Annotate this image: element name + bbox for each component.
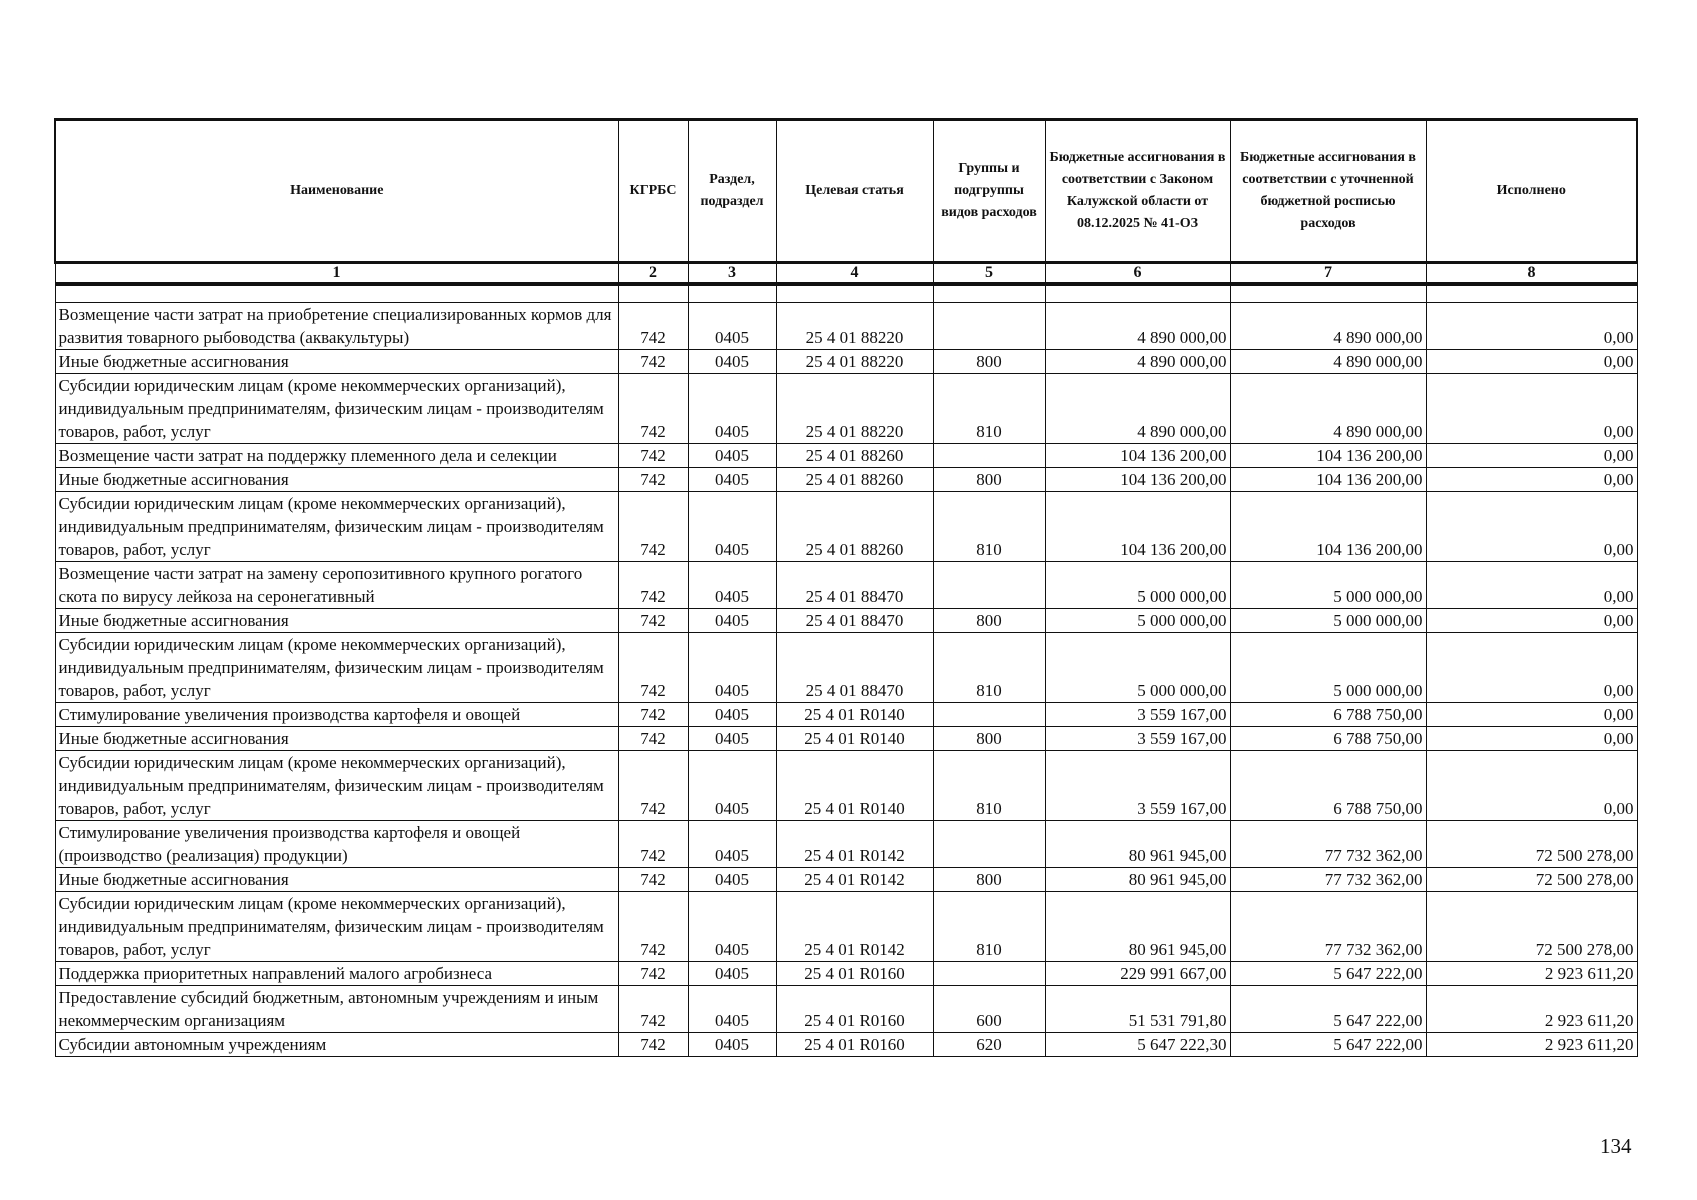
cell-name: Субсидии юридическим лицам (кроме некоммерческих организаций), индивидуальным предпринимателям, физическим лицам - производителям товаров, работ, услуг: [55, 633, 618, 703]
cell-law-allocation: 3 559 167,00: [1045, 727, 1230, 751]
cell-target-article: 25 4 01 R0140: [776, 751, 933, 821]
page-number: 134: [1600, 1134, 1632, 1158]
cell-kgrbs: 742: [618, 962, 688, 986]
cell-name: Иные бюджетные ассигнования: [55, 468, 618, 492]
cell-law-allocation: 80 961 945,00: [1045, 892, 1230, 962]
cell-kgrbs: 742: [618, 727, 688, 751]
cell-kgrbs: 742: [618, 350, 688, 374]
cell-kgrbs: 742: [618, 609, 688, 633]
cell-name: Субсидии юридическим лицам (кроме некоммерческих организаций), индивидуальным предпринимателям, физическим лицам - производителям товаров, работ, услуг: [55, 892, 618, 962]
cell-name: Поддержка приоритетных направлений малого агробизнеса: [55, 962, 618, 986]
cell-expense-type: 810: [933, 492, 1045, 562]
table-row: [55, 633, 1637, 703]
table-row: [55, 468, 1637, 492]
table-row: [55, 492, 1637, 562]
cell-name: Иные бюджетные ассигнования: [55, 350, 618, 374]
table-row: [55, 609, 1637, 633]
cell-law-allocation: 5 000 000,00: [1045, 562, 1230, 609]
column-number: 4: [776, 263, 933, 285]
cell-kgrbs: 742: [618, 303, 688, 350]
cell-section: 0405: [688, 350, 776, 374]
table-row: [55, 727, 1637, 751]
cell-executed: 2 923 611,20: [1426, 1033, 1637, 1057]
table-row: [55, 374, 1637, 444]
cell-target-article: 25 4 01 R0142: [776, 868, 933, 892]
cell-expense-type: [933, 444, 1045, 468]
cell-name: Стимулирование увеличения производства картофеля и овощей: [55, 703, 618, 727]
spacer-row: [55, 284, 1637, 303]
cell-kgrbs: 742: [618, 1033, 688, 1057]
cell-kgrbs: 742: [618, 892, 688, 962]
cell-name: Иные бюджетные ассигнования: [55, 609, 618, 633]
column-header-name: Наименование: [55, 120, 618, 263]
cell-law-allocation: 80 961 945,00: [1045, 868, 1230, 892]
cell-kgrbs: 742: [618, 703, 688, 727]
cell-executed: 0,00: [1426, 492, 1637, 562]
cell-executed: 0,00: [1426, 374, 1637, 444]
cell-refined-allocation: 4 890 000,00: [1230, 350, 1426, 374]
cell-target-article: 25 4 01 R0160: [776, 1033, 933, 1057]
cell-refined-allocation: 6 788 750,00: [1230, 751, 1426, 821]
cell-refined-allocation: 4 890 000,00: [1230, 303, 1426, 350]
cell-refined-allocation: 5 647 222,00: [1230, 1033, 1426, 1057]
cell-section: 0405: [688, 633, 776, 703]
cell-refined-allocation: 5 000 000,00: [1230, 562, 1426, 609]
cell-refined-allocation: 4 890 000,00: [1230, 374, 1426, 444]
column-number: 2: [618, 263, 688, 285]
cell-executed: 0,00: [1426, 727, 1637, 751]
cell-law-allocation: 5 647 222,30: [1045, 1033, 1230, 1057]
budget-table: [54, 118, 1638, 1057]
cell-section: 0405: [688, 986, 776, 1033]
cell-section: 0405: [688, 609, 776, 633]
cell-kgrbs: 742: [618, 633, 688, 703]
cell-target-article: 25 4 01 88260: [776, 492, 933, 562]
cell-target-article: 25 4 01 R0160: [776, 986, 933, 1033]
column-number: 7: [1230, 263, 1426, 285]
cell-refined-allocation: 77 732 362,00: [1230, 821, 1426, 868]
cell-executed: 0,00: [1426, 350, 1637, 374]
cell-executed: 0,00: [1426, 303, 1637, 350]
cell-expense-type: 620: [933, 1033, 1045, 1057]
cell-target-article: 25 4 01 88220: [776, 303, 933, 350]
cell-refined-allocation: 5 000 000,00: [1230, 609, 1426, 633]
cell-section: 0405: [688, 868, 776, 892]
cell-expense-type: 800: [933, 468, 1045, 492]
cell-law-allocation: 3 559 167,00: [1045, 751, 1230, 821]
table-row: [55, 562, 1637, 609]
cell-section: 0405: [688, 751, 776, 821]
cell-kgrbs: 742: [618, 468, 688, 492]
cell-law-allocation: 104 136 200,00: [1045, 468, 1230, 492]
cell-executed: 0,00: [1426, 633, 1637, 703]
cell-target-article: 25 4 01 R0142: [776, 892, 933, 962]
cell-expense-type: [933, 303, 1045, 350]
cell-expense-type: 810: [933, 374, 1045, 444]
cell-executed: 72 500 278,00: [1426, 892, 1637, 962]
cell-refined-allocation: 104 136 200,00: [1230, 468, 1426, 492]
column-number: 8: [1426, 263, 1637, 285]
cell-kgrbs: 742: [618, 374, 688, 444]
cell-refined-allocation: 6 788 750,00: [1230, 727, 1426, 751]
cell-kgrbs: 742: [618, 562, 688, 609]
cell-target-article: 25 4 01 88260: [776, 444, 933, 468]
cell-executed: 0,00: [1426, 562, 1637, 609]
cell-target-article: 25 4 01 R0160: [776, 962, 933, 986]
cell-refined-allocation: 5 647 222,00: [1230, 986, 1426, 1033]
table-row: [55, 751, 1637, 821]
cell-target-article: 25 4 01 R0140: [776, 703, 933, 727]
cell-section: 0405: [688, 468, 776, 492]
cell-executed: 0,00: [1426, 751, 1637, 821]
cell-target-article: 25 4 01 88470: [776, 562, 933, 609]
cell-expense-type: [933, 962, 1045, 986]
cell-kgrbs: 742: [618, 986, 688, 1033]
cell-name: Стимулирование увеличения производства картофеля и овощей (производство (реализация) продукции): [55, 821, 618, 868]
cell-expense-type: 800: [933, 609, 1045, 633]
cell-law-allocation: 3 559 167,00: [1045, 703, 1230, 727]
table-row: [55, 868, 1637, 892]
cell-law-allocation: 5 000 000,00: [1045, 633, 1230, 703]
cell-target-article: 25 4 01 88470: [776, 609, 933, 633]
cell-expense-type: [933, 703, 1045, 727]
cell-executed: 2 923 611,20: [1426, 962, 1637, 986]
table-row: [55, 303, 1637, 350]
cell-law-allocation: 80 961 945,00: [1045, 821, 1230, 868]
cell-expense-type: 800: [933, 727, 1045, 751]
cell-refined-allocation: 5 647 222,00: [1230, 962, 1426, 986]
cell-target-article: 25 4 01 R0140: [776, 727, 933, 751]
cell-refined-allocation: 6 788 750,00: [1230, 703, 1426, 727]
column-header-executed: Исполнено: [1426, 120, 1637, 263]
cell-name: Предоставление субсидий бюджетным, автономным учреждениям и иным некоммерческим организациям: [55, 986, 618, 1033]
table-row: [55, 444, 1637, 468]
cell-target-article: 25 4 01 88220: [776, 374, 933, 444]
cell-target-article: 25 4 01 R0142: [776, 821, 933, 868]
cell-section: 0405: [688, 492, 776, 562]
cell-section: 0405: [688, 562, 776, 609]
cell-kgrbs: 742: [618, 868, 688, 892]
cell-section: 0405: [688, 374, 776, 444]
column-number: 3: [688, 263, 776, 285]
table-body: [55, 284, 1637, 1057]
cell-law-allocation: 4 890 000,00: [1045, 374, 1230, 444]
cell-law-allocation: 51 531 791,80: [1045, 986, 1230, 1033]
cell-target-article: 25 4 01 88470: [776, 633, 933, 703]
cell-law-allocation: 4 890 000,00: [1045, 350, 1230, 374]
cell-name: Возмещение части затрат на приобретение специализированных кормов для развития товарного рыбоводства (аквакультуры): [55, 303, 618, 350]
table-row: [55, 892, 1637, 962]
cell-expense-type: 810: [933, 633, 1045, 703]
column-header-section: Раздел, подраздел: [688, 120, 776, 263]
cell-executed: 72 500 278,00: [1426, 821, 1637, 868]
cell-refined-allocation: 77 732 362,00: [1230, 892, 1426, 962]
cell-refined-allocation: 104 136 200,00: [1230, 492, 1426, 562]
cell-kgrbs: 742: [618, 751, 688, 821]
cell-section: 0405: [688, 821, 776, 868]
cell-expense-type: 810: [933, 751, 1045, 821]
column-header-expense-type: Группы и подгруппы видов расходов: [933, 120, 1045, 263]
cell-expense-type: 800: [933, 350, 1045, 374]
column-header-refined-allocations: Бюджетные ассигнования в соответствии с уточненной бюджетной росписью расходов: [1230, 120, 1426, 263]
cell-executed: 72 500 278,00: [1426, 868, 1637, 892]
table-row: [55, 821, 1637, 868]
cell-refined-allocation: 5 000 000,00: [1230, 633, 1426, 703]
cell-section: 0405: [688, 892, 776, 962]
table-row: [55, 986, 1637, 1033]
cell-law-allocation: 104 136 200,00: [1045, 492, 1230, 562]
cell-name: Субсидии юридическим лицам (кроме некоммерческих организаций), индивидуальным предпринимателям, физическим лицам - производителям товаров, работ, услуг: [55, 492, 618, 562]
cell-law-allocation: 4 890 000,00: [1045, 303, 1230, 350]
cell-target-article: 25 4 01 88260: [776, 468, 933, 492]
cell-executed: 2 923 611,20: [1426, 986, 1637, 1033]
cell-expense-type: 810: [933, 892, 1045, 962]
cell-target-article: 25 4 01 88220: [776, 350, 933, 374]
table-row: [55, 1033, 1637, 1057]
cell-refined-allocation: 104 136 200,00: [1230, 444, 1426, 468]
cell-expense-type: [933, 562, 1045, 609]
cell-section: 0405: [688, 962, 776, 986]
cell-executed: 0,00: [1426, 609, 1637, 633]
column-header-target-article: Целевая статья: [776, 120, 933, 263]
column-number: 1: [55, 263, 618, 285]
cell-kgrbs: 742: [618, 444, 688, 468]
cell-kgrbs: 742: [618, 821, 688, 868]
column-header-law-allocations: Бюджетные ассигнования в соответствии с Законом Калужской области от 08.12.2025 № 41-ОЗ: [1045, 120, 1230, 263]
cell-refined-allocation: 77 732 362,00: [1230, 868, 1426, 892]
cell-executed: 0,00: [1426, 444, 1637, 468]
column-number-row: [55, 263, 1637, 285]
cell-law-allocation: 5 000 000,00: [1045, 609, 1230, 633]
cell-executed: 0,00: [1426, 468, 1637, 492]
cell-name: Субсидии юридическим лицам (кроме некоммерческих организаций), индивидуальным предпринимателям, физическим лицам - производителям товаров, работ, услуг: [55, 374, 618, 444]
cell-section: 0405: [688, 703, 776, 727]
cell-name: Субсидии юридическим лицам (кроме некоммерческих организаций), индивидуальным предпринимателям, физическим лицам - производителям товаров, работ, услуг: [55, 751, 618, 821]
table-row: [55, 703, 1637, 727]
cell-name: Возмещение части затрат на поддержку племенного дела и селекции: [55, 444, 618, 468]
column-number: 6: [1045, 263, 1230, 285]
cell-expense-type: 600: [933, 986, 1045, 1033]
header-row: [55, 120, 1637, 263]
cell-name: Иные бюджетные ассигнования: [55, 868, 618, 892]
cell-law-allocation: 104 136 200,00: [1045, 444, 1230, 468]
cell-expense-type: 800: [933, 868, 1045, 892]
table-row: [55, 350, 1637, 374]
cell-section: 0405: [688, 1033, 776, 1057]
cell-law-allocation: 229 991 667,00: [1045, 962, 1230, 986]
column-header-kgrbs: КГРБС: [618, 120, 688, 263]
cell-expense-type: [933, 821, 1045, 868]
column-number: 5: [933, 263, 1045, 285]
table-row: [55, 962, 1637, 986]
cell-executed: 0,00: [1426, 703, 1637, 727]
cell-section: 0405: [688, 303, 776, 350]
cell-kgrbs: 742: [618, 492, 688, 562]
cell-section: 0405: [688, 727, 776, 751]
cell-name: Возмещение части затрат на замену серопозитивного крупного рогатого скота по вирусу лейкоза на серонегативный: [55, 562, 618, 609]
cell-section: 0405: [688, 444, 776, 468]
cell-name: Иные бюджетные ассигнования: [55, 727, 618, 751]
cell-name: Субсидии автономным учреждениям: [55, 1033, 618, 1057]
